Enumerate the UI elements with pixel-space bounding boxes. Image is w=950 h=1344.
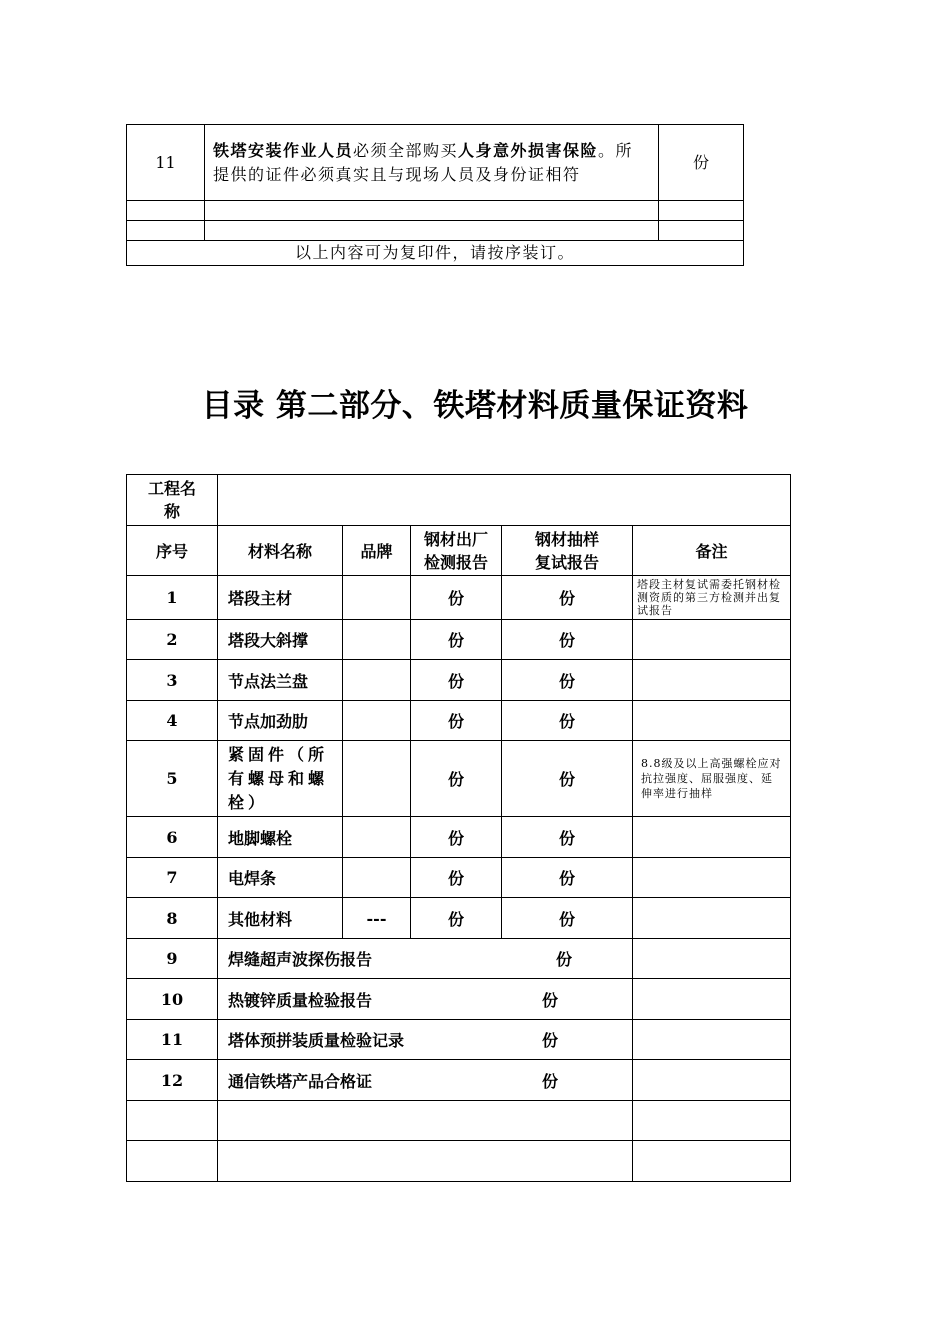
material-name: 电焊条	[218, 858, 343, 898]
sampling-report-unit: 份	[502, 741, 633, 817]
desc-emphasis-2: 人身意外损害保险	[458, 140, 599, 160]
factory-report-unit: 份	[411, 576, 502, 620]
row-no: 9	[127, 939, 218, 979]
brand	[343, 858, 411, 898]
remark: 塔段主材复试需委托钢材检测资质的第三方检测并出复试报告	[633, 576, 791, 620]
empty-cell	[127, 201, 205, 221]
factory-report-unit: 份	[411, 620, 502, 660]
report-unit: 份	[542, 1071, 559, 1091]
row-no: 10	[127, 979, 218, 1020]
row-number: 11	[127, 125, 205, 201]
report-row	[218, 939, 633, 979]
header-factory-report: 钢材出厂检测报告	[411, 526, 502, 576]
remark	[633, 620, 791, 660]
report-row	[218, 979, 633, 1020]
empty-cell	[218, 1101, 633, 1141]
row-no: 7	[127, 858, 218, 898]
report-unit: 份	[542, 1031, 559, 1050]
empty-cell	[659, 221, 744, 241]
sampling-report-unit: 份	[502, 620, 633, 660]
sampling-report-unit: 份	[502, 576, 633, 620]
sampling-report-unit: 份	[502, 701, 633, 741]
remark	[633, 660, 791, 701]
row-no: 5	[127, 741, 218, 817]
factory-report-unit: 份	[411, 898, 502, 939]
row-no: 12	[127, 1060, 218, 1101]
row-no: 8	[127, 898, 218, 939]
empty-cell	[127, 221, 205, 241]
footer-note: 以上内容可为复印件，请按序装订。	[127, 241, 744, 266]
material-name: 节点加劲肋	[218, 701, 343, 741]
empty-cell	[127, 1101, 218, 1141]
empty-cell	[659, 201, 744, 221]
brand: ---	[343, 898, 411, 939]
remark	[633, 817, 791, 858]
report-unit: 份	[556, 950, 573, 969]
remark	[633, 939, 791, 979]
report-name: 热镀锌质量检验报告	[228, 990, 373, 1010]
empty-cell	[127, 1141, 218, 1182]
desc-emphasis-1: 铁塔安装作业人员	[213, 140, 354, 160]
remark	[633, 898, 791, 939]
report-name: 塔体预拼装质量检验记录	[228, 1031, 405, 1050]
row-no: 2	[127, 620, 218, 660]
remark	[633, 701, 791, 741]
materials-table	[126, 474, 791, 1182]
empty-cell	[218, 1141, 633, 1182]
unit-cell: 份	[659, 125, 744, 201]
material-name: 地脚螺栓	[218, 817, 343, 858]
sampling-report-unit: 份	[502, 858, 633, 898]
factory-report-unit: 份	[411, 741, 502, 817]
row-no: 4	[127, 701, 218, 741]
sampling-report-unit: 份	[502, 817, 633, 858]
brand	[343, 660, 411, 701]
material-name: 紧固件（所有螺母和螺栓）	[218, 741, 343, 817]
header-material: 材料名称	[218, 526, 343, 576]
report-name: 通信铁塔产品合格证	[228, 1071, 373, 1091]
sampling-report-unit: 份	[502, 660, 633, 701]
report-unit: 份	[542, 990, 559, 1010]
row-no: 1	[127, 576, 218, 620]
project-name-label: 工程名称	[127, 475, 218, 526]
brand	[343, 701, 411, 741]
requirements-table-continued	[126, 124, 744, 266]
row-no: 11	[127, 1020, 218, 1060]
factory-report-unit: 份	[411, 858, 502, 898]
report-row	[218, 1020, 633, 1060]
factory-report-unit: 份	[411, 660, 502, 701]
material-name: 其他材料	[218, 898, 343, 939]
sampling-report-unit: 份	[502, 898, 633, 939]
factory-report-unit: 份	[411, 817, 502, 858]
section-title: 目录 第二部分、铁塔材料质量保证资料	[201, 388, 749, 424]
remark: 8.8级及以上高强螺栓应对抗拉强度、屈服强度、延伸率进行抽样	[633, 741, 791, 817]
empty-cell	[205, 201, 659, 221]
empty-cell	[633, 1101, 791, 1141]
remark	[633, 1020, 791, 1060]
empty-cell	[633, 1141, 791, 1182]
header-remarks: 备注	[633, 526, 791, 576]
material-name: 塔段大斜撑	[218, 620, 343, 660]
header-no: 序号	[127, 526, 218, 576]
remark	[633, 1060, 791, 1101]
empty-cell	[205, 221, 659, 241]
material-name: 塔段主材	[218, 576, 343, 620]
material-name: 节点法兰盘	[218, 660, 343, 701]
project-name-value	[218, 475, 791, 526]
row-no: 6	[127, 817, 218, 858]
remark	[633, 858, 791, 898]
row-no: 3	[127, 660, 218, 701]
brand	[343, 576, 411, 620]
header-sampling-report: 钢材抽样复试报告	[502, 526, 633, 576]
brand	[343, 741, 411, 817]
factory-report-unit: 份	[411, 701, 502, 741]
requirement-description	[205, 125, 659, 201]
report-name: 焊缝超声波探伤报告	[228, 950, 373, 969]
report-row	[218, 1060, 633, 1101]
brand	[343, 817, 411, 858]
brand	[343, 620, 411, 660]
remark	[633, 979, 791, 1020]
desc-text-1: 必须全部购买	[353, 140, 459, 160]
desc-text-2: 。所提供的证件必须真实且与现场人员及身份证相符	[213, 140, 634, 184]
header-brand: 品牌	[343, 526, 411, 576]
